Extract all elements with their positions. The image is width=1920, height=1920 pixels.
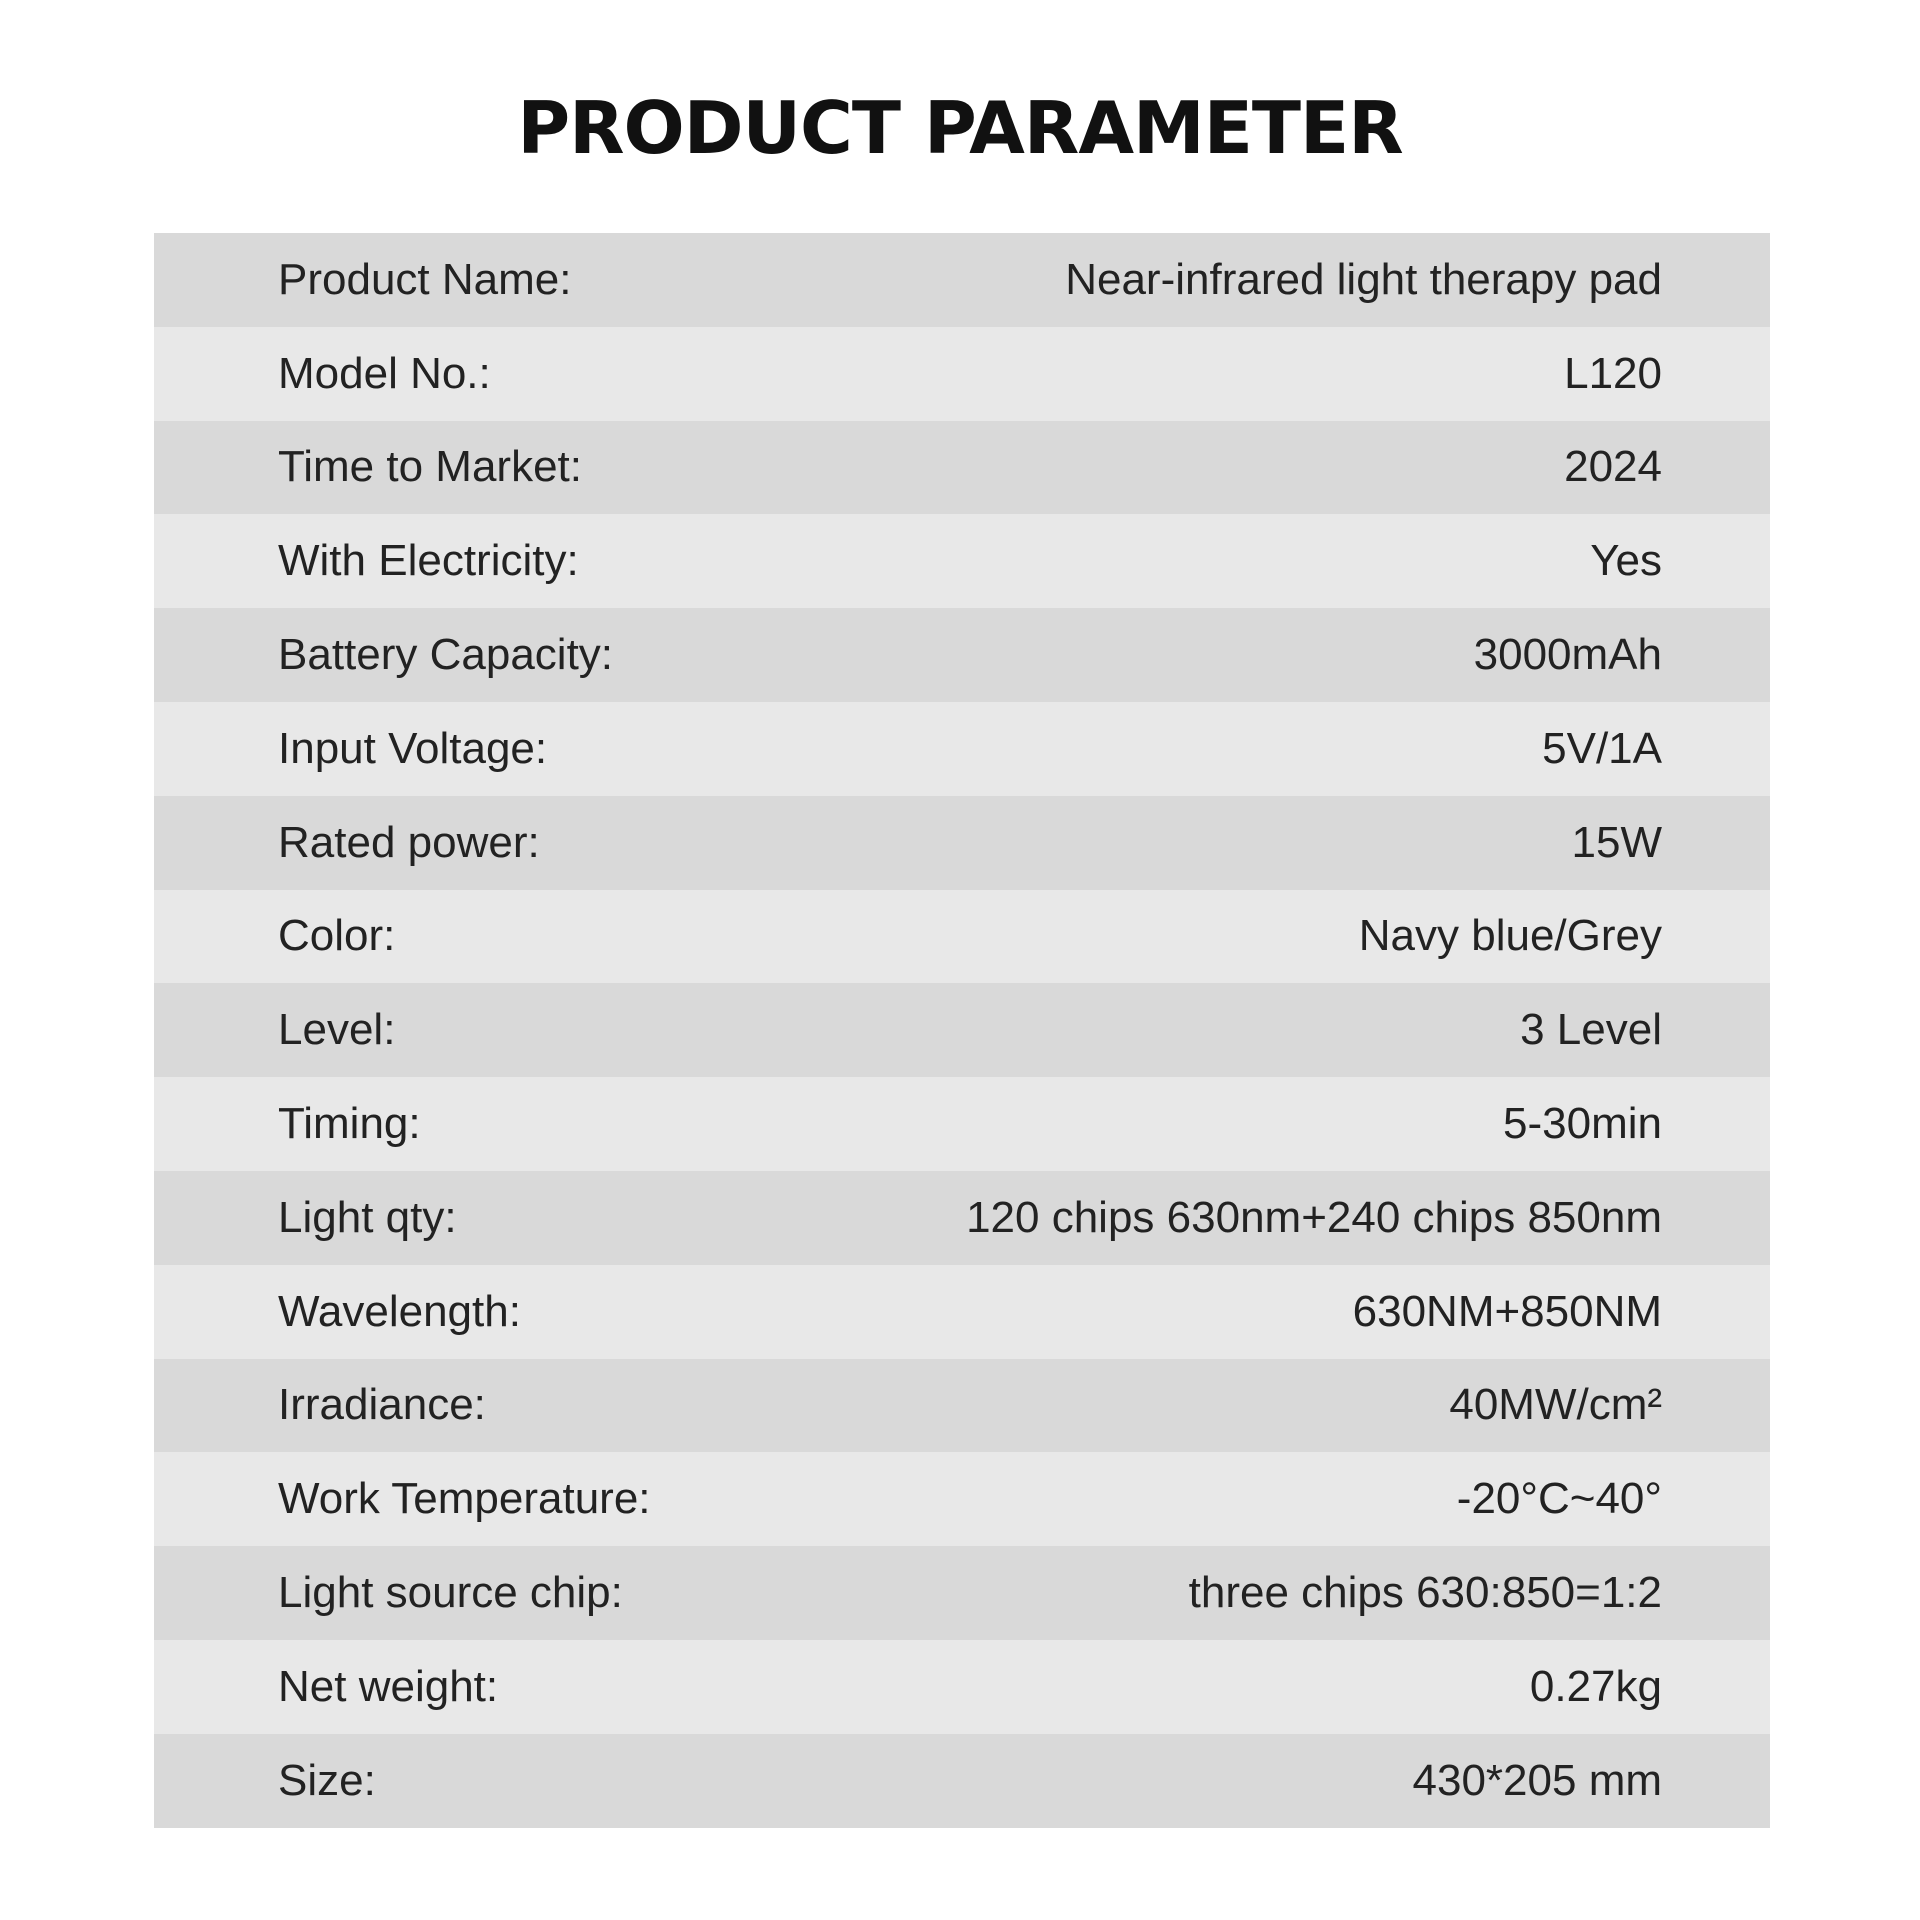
row-label: Timing: [278,1099,421,1149]
row-label: Input Voltage: [278,723,548,773]
row-value: 120 chips 630nm+240 chips 850nm [966,1192,1662,1242]
row-value: -20°C~40° [1456,1474,1662,1524]
row-value: 3 Level [1520,1005,1662,1055]
table-row [154,1359,1770,1453]
table-row [154,1734,1770,1828]
row-label: Battery Capacity: [278,630,614,680]
row-label: With Electricity: [278,536,579,586]
row-label: Irradiance: [278,1380,486,1430]
table-row [154,1077,1770,1171]
row-value: Near-infrared light therapy pad [1065,254,1662,304]
row-value: 3000mAh [1473,630,1662,680]
row-label: Rated power: [278,817,540,867]
row-value: 40MW/cm² [1449,1380,1662,1430]
row-label: Light qty: [278,1192,457,1242]
table-row [154,421,1770,515]
row-label: Net weight: [278,1661,499,1711]
row-value: 15W [1571,817,1662,867]
page-title: PRODUCT PARAMETER [517,86,1403,170]
table-row [154,1171,1770,1265]
row-value: 2024 [1564,442,1662,492]
table-row [154,983,1770,1077]
row-label: Model No.: [278,348,491,398]
row-label: Time to Market: [278,442,582,492]
row-value: 430*205 mm [1412,1755,1662,1805]
row-value: three chips 630:850=1:2 [1188,1568,1662,1618]
row-value: 0.27kg [1529,1661,1662,1711]
table-row [154,890,1770,984]
table-row [154,702,1770,796]
row-label: Product Name: [278,254,572,304]
row-value: 5-30min [1503,1099,1662,1149]
table-row [154,1265,1770,1359]
row-label: Level: [278,1005,396,1055]
row-value: Navy blue/Grey [1358,911,1662,961]
row-label: Color: [278,911,396,961]
row-label: Light source chip: [278,1568,623,1618]
table-row [154,1640,1770,1734]
row-value: 630NM+850NM [1352,1286,1662,1336]
table-row [154,1546,1770,1640]
row-label: Size: [278,1755,376,1805]
table-row [154,796,1770,890]
row-value: L120 [1564,348,1662,398]
table-row [154,233,1770,327]
table-row [154,1452,1770,1546]
row-value: Yes [1590,536,1662,586]
parameter-table [154,233,1770,1828]
row-value: 5V/1A [1542,723,1662,773]
row-label: Work Temperature: [278,1474,651,1524]
table-row [154,514,1770,608]
table-row [154,327,1770,421]
row-label: Wavelength: [278,1286,521,1336]
table-row [154,608,1770,702]
